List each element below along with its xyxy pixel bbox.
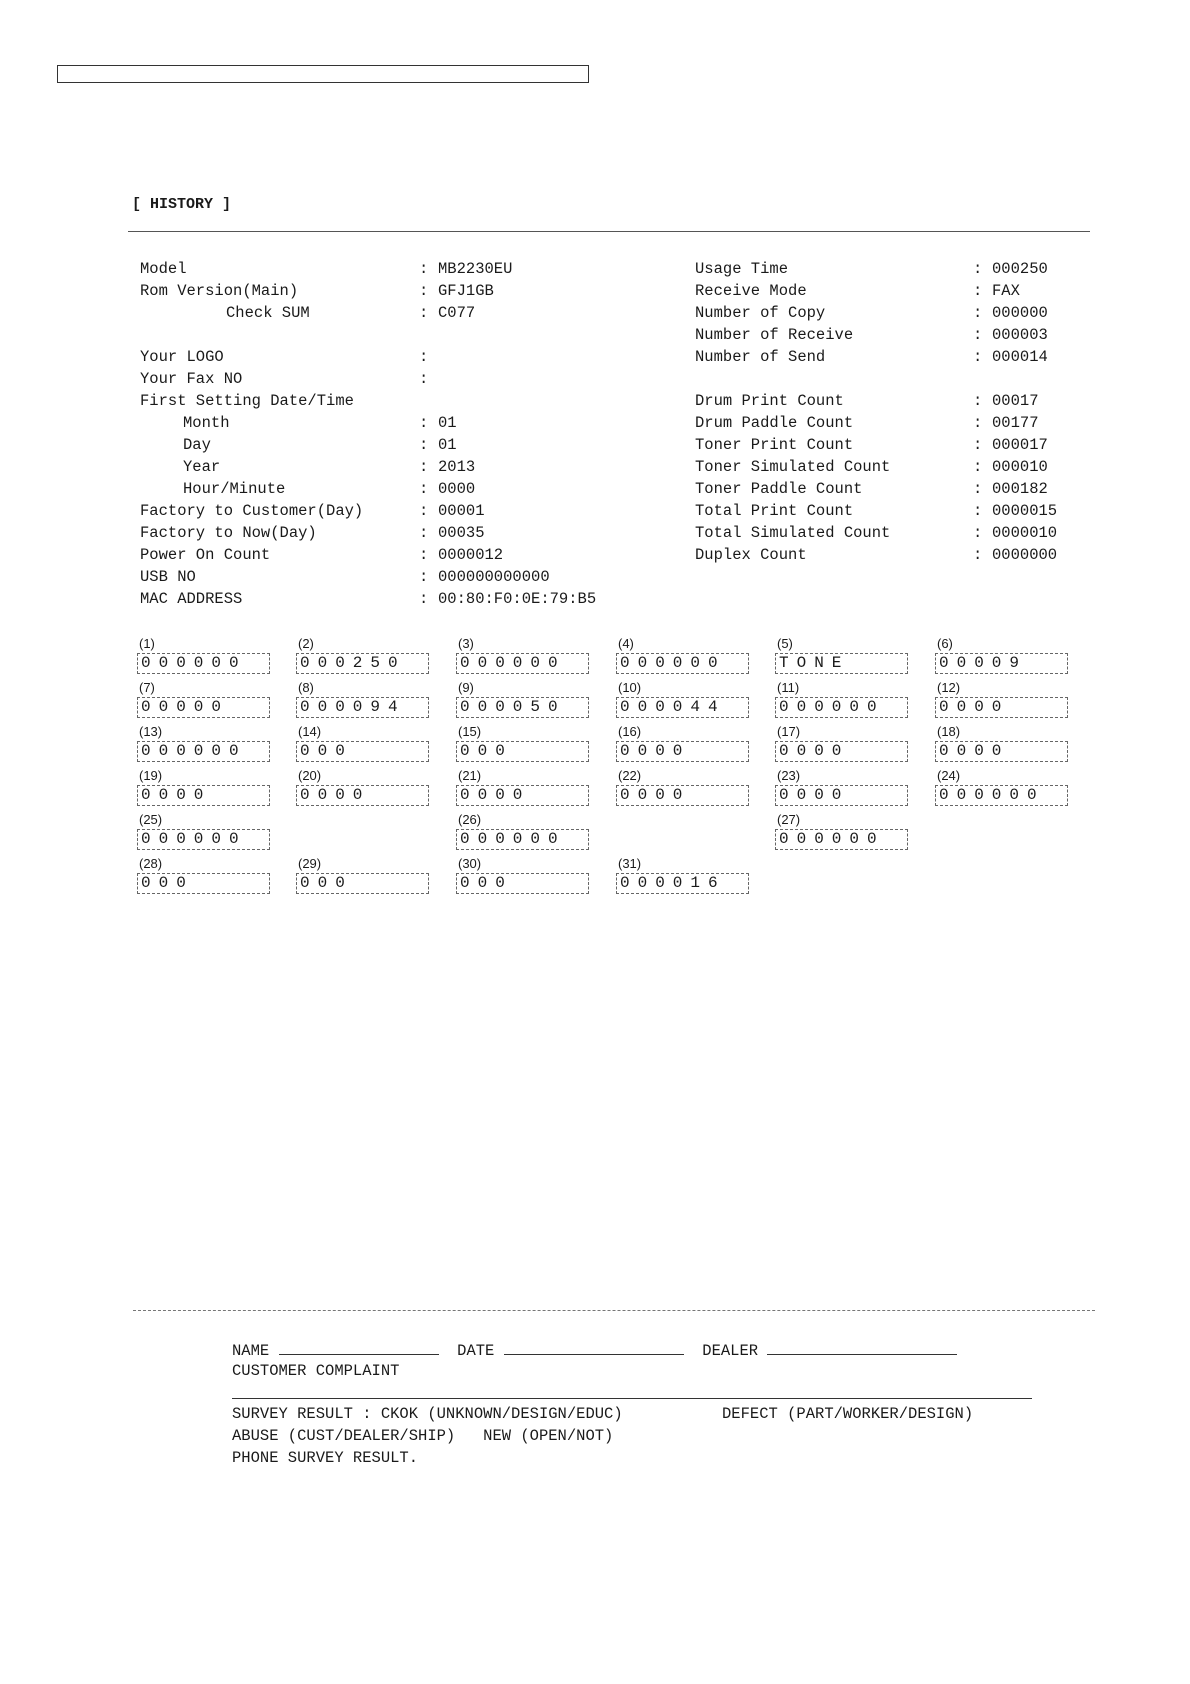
colon: : [973,546,983,564]
field-label: Your Fax NO [140,370,243,388]
field-value: 0000010 [992,524,1058,542]
colon: : [973,502,983,520]
colon: : [973,436,983,454]
name-field[interactable] [279,1340,439,1355]
counter-label: (31) [618,856,642,871]
counter-box: 000 [456,741,589,762]
counter-box: 000 [296,741,429,762]
counter-box: 000 [137,873,270,894]
counter-box: 000000 [137,653,270,674]
field-value: 000003 [992,326,1048,344]
counter-label: (10) [618,680,642,695]
counter-box: 000000 [137,829,270,850]
field-label: Your LOGO [140,348,224,366]
counter-box: 000000 [775,697,908,718]
field-value: 0000012 [438,546,504,564]
counter-label: (12) [937,680,961,695]
counter-box: 000 [296,873,429,894]
counter-box: 0000 [775,741,908,762]
colon: : [419,260,429,278]
counter-label: (15) [458,724,482,739]
field-value: 2013 [438,458,476,476]
field-value: 00035 [438,524,485,542]
field-value: FAX [992,282,1020,300]
field-label: Check SUM [226,304,310,322]
counter-label: (8) [298,680,314,695]
colon: : [419,480,429,498]
counter-box: 000000 [616,653,749,674]
field-label: Drum Print Count [695,392,844,410]
field-value: 000250 [992,260,1048,278]
counter-label: (22) [618,768,642,783]
counter-label: (3) [458,636,474,651]
date-label: DATE [457,1342,495,1360]
counter-label: (25) [139,812,163,827]
field-value: 000010 [992,458,1048,476]
counter-box: 0000 [935,697,1068,718]
field-label: Rom Version(Main) [140,282,299,300]
survey-result: SURVEY RESULT : CKOK (UNKNOWN/DESIGN/EDUC) [232,1405,623,1423]
counter-box: 0000 [137,785,270,806]
colon: : [419,568,429,586]
field-label: Hour/Minute [183,480,286,498]
colon: : [973,392,983,410]
field-value: 000182 [992,480,1048,498]
field-value: MB2230EU [438,260,513,278]
counter-box: 0000 [616,741,749,762]
divider [133,1310,1095,1311]
field-label: Factory to Customer(Day) [140,502,364,520]
dealer-label: DEALER [702,1342,759,1360]
section-title: [ HISTORY ] [132,196,232,213]
counter-box: 000050 [456,697,589,718]
counter-box: 000000 [935,785,1068,806]
colon: : [419,414,429,432]
counter-label: (2) [298,636,314,651]
field-label: Factory to Now(Day) [140,524,317,542]
counter-box: 000 [456,873,589,894]
colon: : [419,304,429,322]
field-value: 00001 [438,502,485,520]
colon: : [419,524,429,542]
defect-options: DEFECT (PART/WORKER/DESIGN) [722,1405,974,1423]
counter-label: (4) [618,636,634,651]
field-value: 000000 [992,304,1048,322]
counter-label: (7) [139,680,155,695]
colon: : [973,480,983,498]
counter-label: (19) [139,768,163,783]
counter-label: (28) [139,856,163,871]
counter-label: (11) [777,680,800,695]
counter-box: 00000 [137,697,270,718]
date-field[interactable] [504,1340,684,1355]
counter-box: 0000 [775,785,908,806]
field-label: Year [183,458,221,476]
counter-label: (16) [618,724,642,739]
field-value: 000017 [992,436,1048,454]
field-value: 01 [438,436,457,454]
counter-label: (18) [937,724,961,739]
colon: : [973,260,983,278]
complaint-line [232,1398,1032,1399]
field-label: Toner Print Count [695,436,854,454]
name-label: NAME [232,1342,270,1360]
customer-complaint-label: CUSTOMER COMPLAINT [232,1362,400,1380]
colon: : [419,282,429,300]
field-value: 000000000000 [438,568,550,586]
counter-label: (14) [298,724,322,739]
signature-row [232,1340,957,1360]
counter-label: (9) [458,680,474,695]
colon: : [973,326,983,344]
counter-box: 000016 [616,873,749,894]
dealer-field[interactable] [767,1340,957,1355]
counter-box: 000000 [775,829,908,850]
field-value: 0000 [438,480,476,498]
colon: : [973,524,983,542]
counter-box: TONE [775,653,908,674]
field-label: First Setting Date/Time [140,392,354,410]
field-value: 00:80:F0:0E:79:B5 [438,590,597,608]
field-label: Number of Copy [695,304,826,322]
counter-box: 0000 [616,785,749,806]
colon: : [419,370,429,388]
counter-label: (24) [937,768,961,783]
counter-box: 000094 [296,697,429,718]
field-label: Drum Paddle Count [695,414,854,432]
counter-label: (6) [937,636,953,651]
field-label: Toner Simulated Count [695,458,891,476]
counter-label: (20) [298,768,322,783]
counter-label: (17) [777,724,801,739]
field-label: USB NO [140,568,196,586]
field-value: 00017 [992,392,1039,410]
field-value: 0000015 [992,502,1058,520]
counter-label: (26) [458,812,482,827]
counter-box: 0000 [456,785,589,806]
counter-box: 000250 [296,653,429,674]
colon: : [973,458,983,476]
field-label: Receive Mode [695,282,807,300]
abuse-options: ABUSE (CUST/DEALER/SHIP) NEW (OPEN/NOT) [232,1427,614,1445]
field-label: Day [183,436,211,454]
field-label: Usage Time [695,260,789,278]
field-label: Number of Receive [695,326,854,344]
header-box [57,65,589,83]
field-value: C077 [438,304,476,322]
field-label: Toner Paddle Count [695,480,863,498]
field-label: Duplex Count [695,546,807,564]
counter-label: (27) [777,812,801,827]
field-label: Model [140,260,187,278]
counter-box: 0000 [935,741,1068,762]
field-value: 01 [438,414,457,432]
field-label: Power On Count [140,546,271,564]
divider [128,231,1090,232]
colon: : [973,282,983,300]
counter-box: 000000 [456,829,589,850]
counter-label: (5) [777,636,793,651]
phone-survey-result: PHONE SURVEY RESULT. [232,1449,419,1467]
colon: : [419,436,429,454]
counter-box: 000044 [616,697,749,718]
counter-label: (29) [298,856,322,871]
colon: : [419,546,429,564]
counter-label: (1) [139,636,155,651]
counter-label: (23) [777,768,801,783]
field-value: 00177 [992,414,1039,432]
field-label: Number of Send [695,348,826,366]
colon: : [419,348,429,366]
counter-label: (13) [139,724,163,739]
counter-label: (21) [458,768,482,783]
counter-box: 00009 [935,653,1068,674]
colon: : [973,348,983,366]
colon: : [419,590,429,608]
counter-box: 0000 [296,785,429,806]
field-label: Month [183,414,230,432]
counter-box: 000000 [456,653,589,674]
field-label: MAC ADDRESS [140,590,243,608]
colon: : [973,414,983,432]
counter-label: (30) [458,856,482,871]
field-value: GFJ1GB [438,282,494,300]
field-label: Total Print Count [695,502,854,520]
field-value: 000014 [992,348,1048,366]
field-label: Total Simulated Count [695,524,891,542]
colon: : [973,304,983,322]
counter-box: 000000 [137,741,270,762]
field-value: 0000000 [992,546,1058,564]
colon: : [419,502,429,520]
colon: : [419,458,429,476]
